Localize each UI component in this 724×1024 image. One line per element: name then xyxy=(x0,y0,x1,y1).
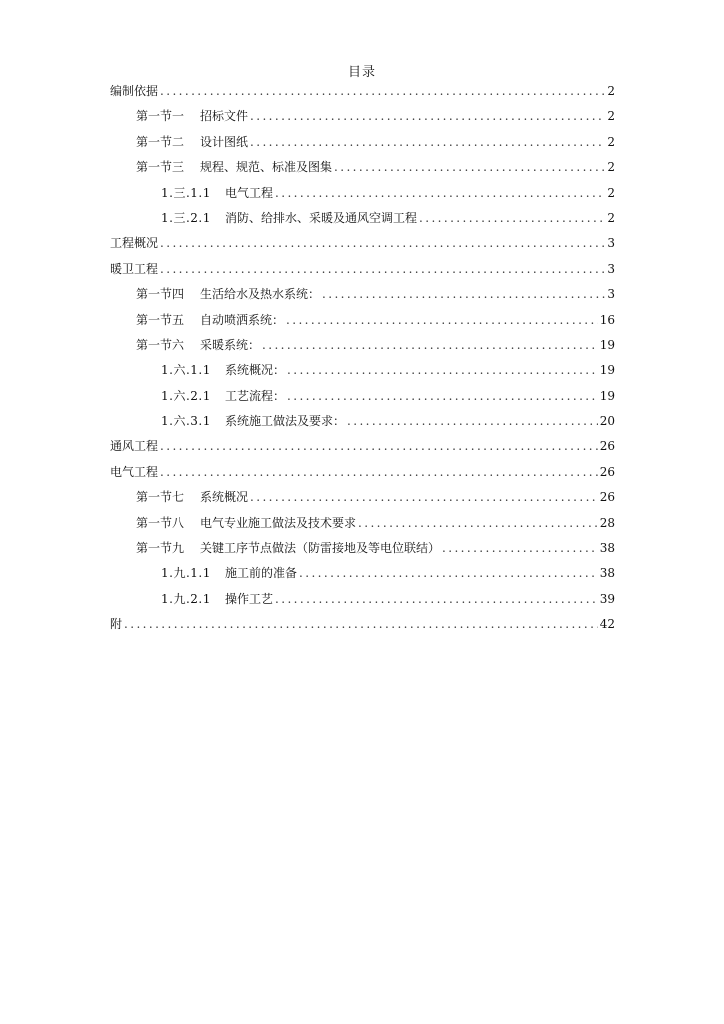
toc-entry[interactable] xyxy=(110,104,615,129)
toc-entry-page-number: 19 xyxy=(599,363,615,378)
toc-entry-page-number: 16 xyxy=(599,312,615,327)
toc-entry-page-number: 26 xyxy=(599,464,615,479)
toc-title: 目录 xyxy=(347,65,376,80)
toc-entry[interactable] xyxy=(110,587,615,612)
toc-leader-dots xyxy=(286,308,598,333)
toc-entry[interactable] xyxy=(110,282,615,307)
toc-entry-text: 施工前的准备 xyxy=(225,566,298,581)
toc-entry[interactable] xyxy=(110,561,615,586)
toc-entry-page-number: 3 xyxy=(607,287,615,302)
toc-entry[interactable] xyxy=(110,308,615,333)
toc-entry[interactable] xyxy=(110,333,615,358)
toc-leader-dots xyxy=(275,181,605,206)
toc-leader-dots xyxy=(322,282,605,307)
toc-entry-number: 第一节一 xyxy=(136,109,185,124)
toc-entry-text: 规程、规范、标准及图集 xyxy=(200,160,333,175)
toc-leader-dots xyxy=(334,155,605,180)
toc-entry-page-number: 38 xyxy=(599,541,615,556)
toc-entry[interactable] xyxy=(110,511,615,536)
toc-leader-dots xyxy=(275,587,598,612)
toc-entry[interactable] xyxy=(110,434,615,459)
toc-leader-dots xyxy=(160,460,598,485)
toc-leader-dots xyxy=(358,511,598,536)
toc-entry-page-number: 39 xyxy=(599,591,615,606)
toc-entry-number: 1.六.1.1 xyxy=(161,363,211,378)
toc-entry-text: 关键工序节点做法（防雷接地及等电位联结） xyxy=(200,541,441,556)
toc-entry-page-number: 3 xyxy=(607,261,615,276)
toc-leader-dots xyxy=(299,561,598,586)
toc-entry-text: 工艺流程： xyxy=(225,388,286,403)
toc-leader-dots xyxy=(262,333,598,358)
toc-entry-number: 1.九.1.1 xyxy=(161,566,211,581)
toc-entry-number: 1.六.2.1 xyxy=(161,388,211,403)
toc-entry[interactable] xyxy=(110,155,615,180)
toc-entry[interactable] xyxy=(110,257,615,282)
toc-entry-text: 电气工程 xyxy=(225,185,274,200)
toc-leader-dots xyxy=(419,206,605,231)
toc-leader-dots xyxy=(250,485,598,510)
toc-entry[interactable] xyxy=(110,384,615,409)
toc-entry[interactable] xyxy=(110,485,615,510)
toc-entry-page-number: 2 xyxy=(607,109,615,124)
toc-leader-dots xyxy=(160,434,598,459)
toc-leader-dots xyxy=(250,130,605,155)
toc-entry-text: 生活给水及热水系统： xyxy=(200,287,321,302)
toc-entry-text: 系统概况 xyxy=(200,490,249,505)
toc-entry-number: 第一节四 xyxy=(136,287,185,302)
toc-entry-text: 编制依据 xyxy=(110,84,159,98)
toc-entry-text: 附 xyxy=(110,617,123,632)
toc-entry-text: 系统概况： xyxy=(225,363,286,378)
toc-entry-number: 第一节二 xyxy=(136,134,185,149)
toc-leader-dots xyxy=(287,358,598,383)
toc-entry-number: 第一节九 xyxy=(136,541,185,556)
toc-entry[interactable] xyxy=(110,358,615,383)
toc-entry-number: 第一节五 xyxy=(136,312,185,327)
toc-entry[interactable] xyxy=(110,536,615,561)
toc-leader-dots xyxy=(347,409,598,434)
toc-entry-number: 第一节八 xyxy=(136,515,185,530)
toc-entry[interactable] xyxy=(110,612,615,637)
toc-entry-text: 设计图纸 xyxy=(200,134,249,149)
toc-entry-text: 操作工艺 xyxy=(225,591,274,606)
toc-entry-page-number: 38 xyxy=(599,566,615,581)
toc-entry-page-number: 26 xyxy=(599,439,615,454)
toc-leader-dots xyxy=(287,384,598,409)
toc-entry-text: 招标文件 xyxy=(200,109,249,124)
toc-entry-number: 第一节六 xyxy=(136,337,185,352)
toc-leader-dots xyxy=(124,612,598,637)
toc-entry-text: 消防、给排水、采暖及通风空调工程 xyxy=(225,210,418,225)
toc-leader-dots xyxy=(160,231,605,256)
toc-entry-number: 1.三.2.1 xyxy=(161,210,211,225)
toc-entry-page-number: 2 xyxy=(607,160,615,175)
toc-entry-page-number: 28 xyxy=(599,515,615,530)
toc-entry[interactable] xyxy=(110,460,615,485)
toc-entry-number: 第一节七 xyxy=(136,490,185,505)
toc-entry-page-number: 2 xyxy=(607,84,615,98)
toc-entry-number: 1.六.3.1 xyxy=(161,414,211,429)
toc-entry-number: 第一节三 xyxy=(136,160,185,175)
toc-entry-page-number: 20 xyxy=(599,414,615,429)
toc-entry-page-number: 19 xyxy=(599,388,615,403)
toc-entry-number: 1.九.2.1 xyxy=(161,591,211,606)
toc-leader-dots xyxy=(442,536,598,561)
toc-leader-dots xyxy=(160,257,605,282)
toc-entry[interactable] xyxy=(110,409,615,434)
toc-entry-page-number: 26 xyxy=(599,490,615,505)
toc-entry-page-number: 42 xyxy=(599,617,615,632)
table-of-contents xyxy=(110,79,615,638)
toc-entry-text: 通风工程 xyxy=(110,439,159,454)
toc-entry[interactable] xyxy=(110,231,615,256)
toc-entry-text: 暖卫工程 xyxy=(110,261,159,276)
toc-entry[interactable] xyxy=(110,79,615,104)
toc-leader-dots xyxy=(250,104,605,129)
toc-entry-text: 电气专业施工做法及技术要求 xyxy=(200,515,357,530)
toc-entry-page-number: 2 xyxy=(607,134,615,149)
toc-entry-number: 1.三.1.1 xyxy=(161,185,211,200)
toc-entry-page-number: 19 xyxy=(599,337,615,352)
toc-entry[interactable] xyxy=(110,181,615,206)
toc-entry-text: 采暖系统： xyxy=(200,337,261,352)
toc-entry-page-number: 2 xyxy=(607,185,615,200)
toc-entry-text: 系统施工做法及要求： xyxy=(225,414,346,429)
toc-entry-text: 工程概况 xyxy=(110,236,159,251)
toc-leader-dots xyxy=(160,79,605,104)
toc-entry-text: 自动喷洒系统： xyxy=(200,312,285,327)
toc-entry-text: 电气工程 xyxy=(110,464,159,479)
toc-entry[interactable] xyxy=(110,206,615,231)
toc-entry[interactable] xyxy=(110,130,615,155)
toc-entry-page-number: 2 xyxy=(607,210,615,225)
toc-entry-page-number: 3 xyxy=(607,236,615,251)
